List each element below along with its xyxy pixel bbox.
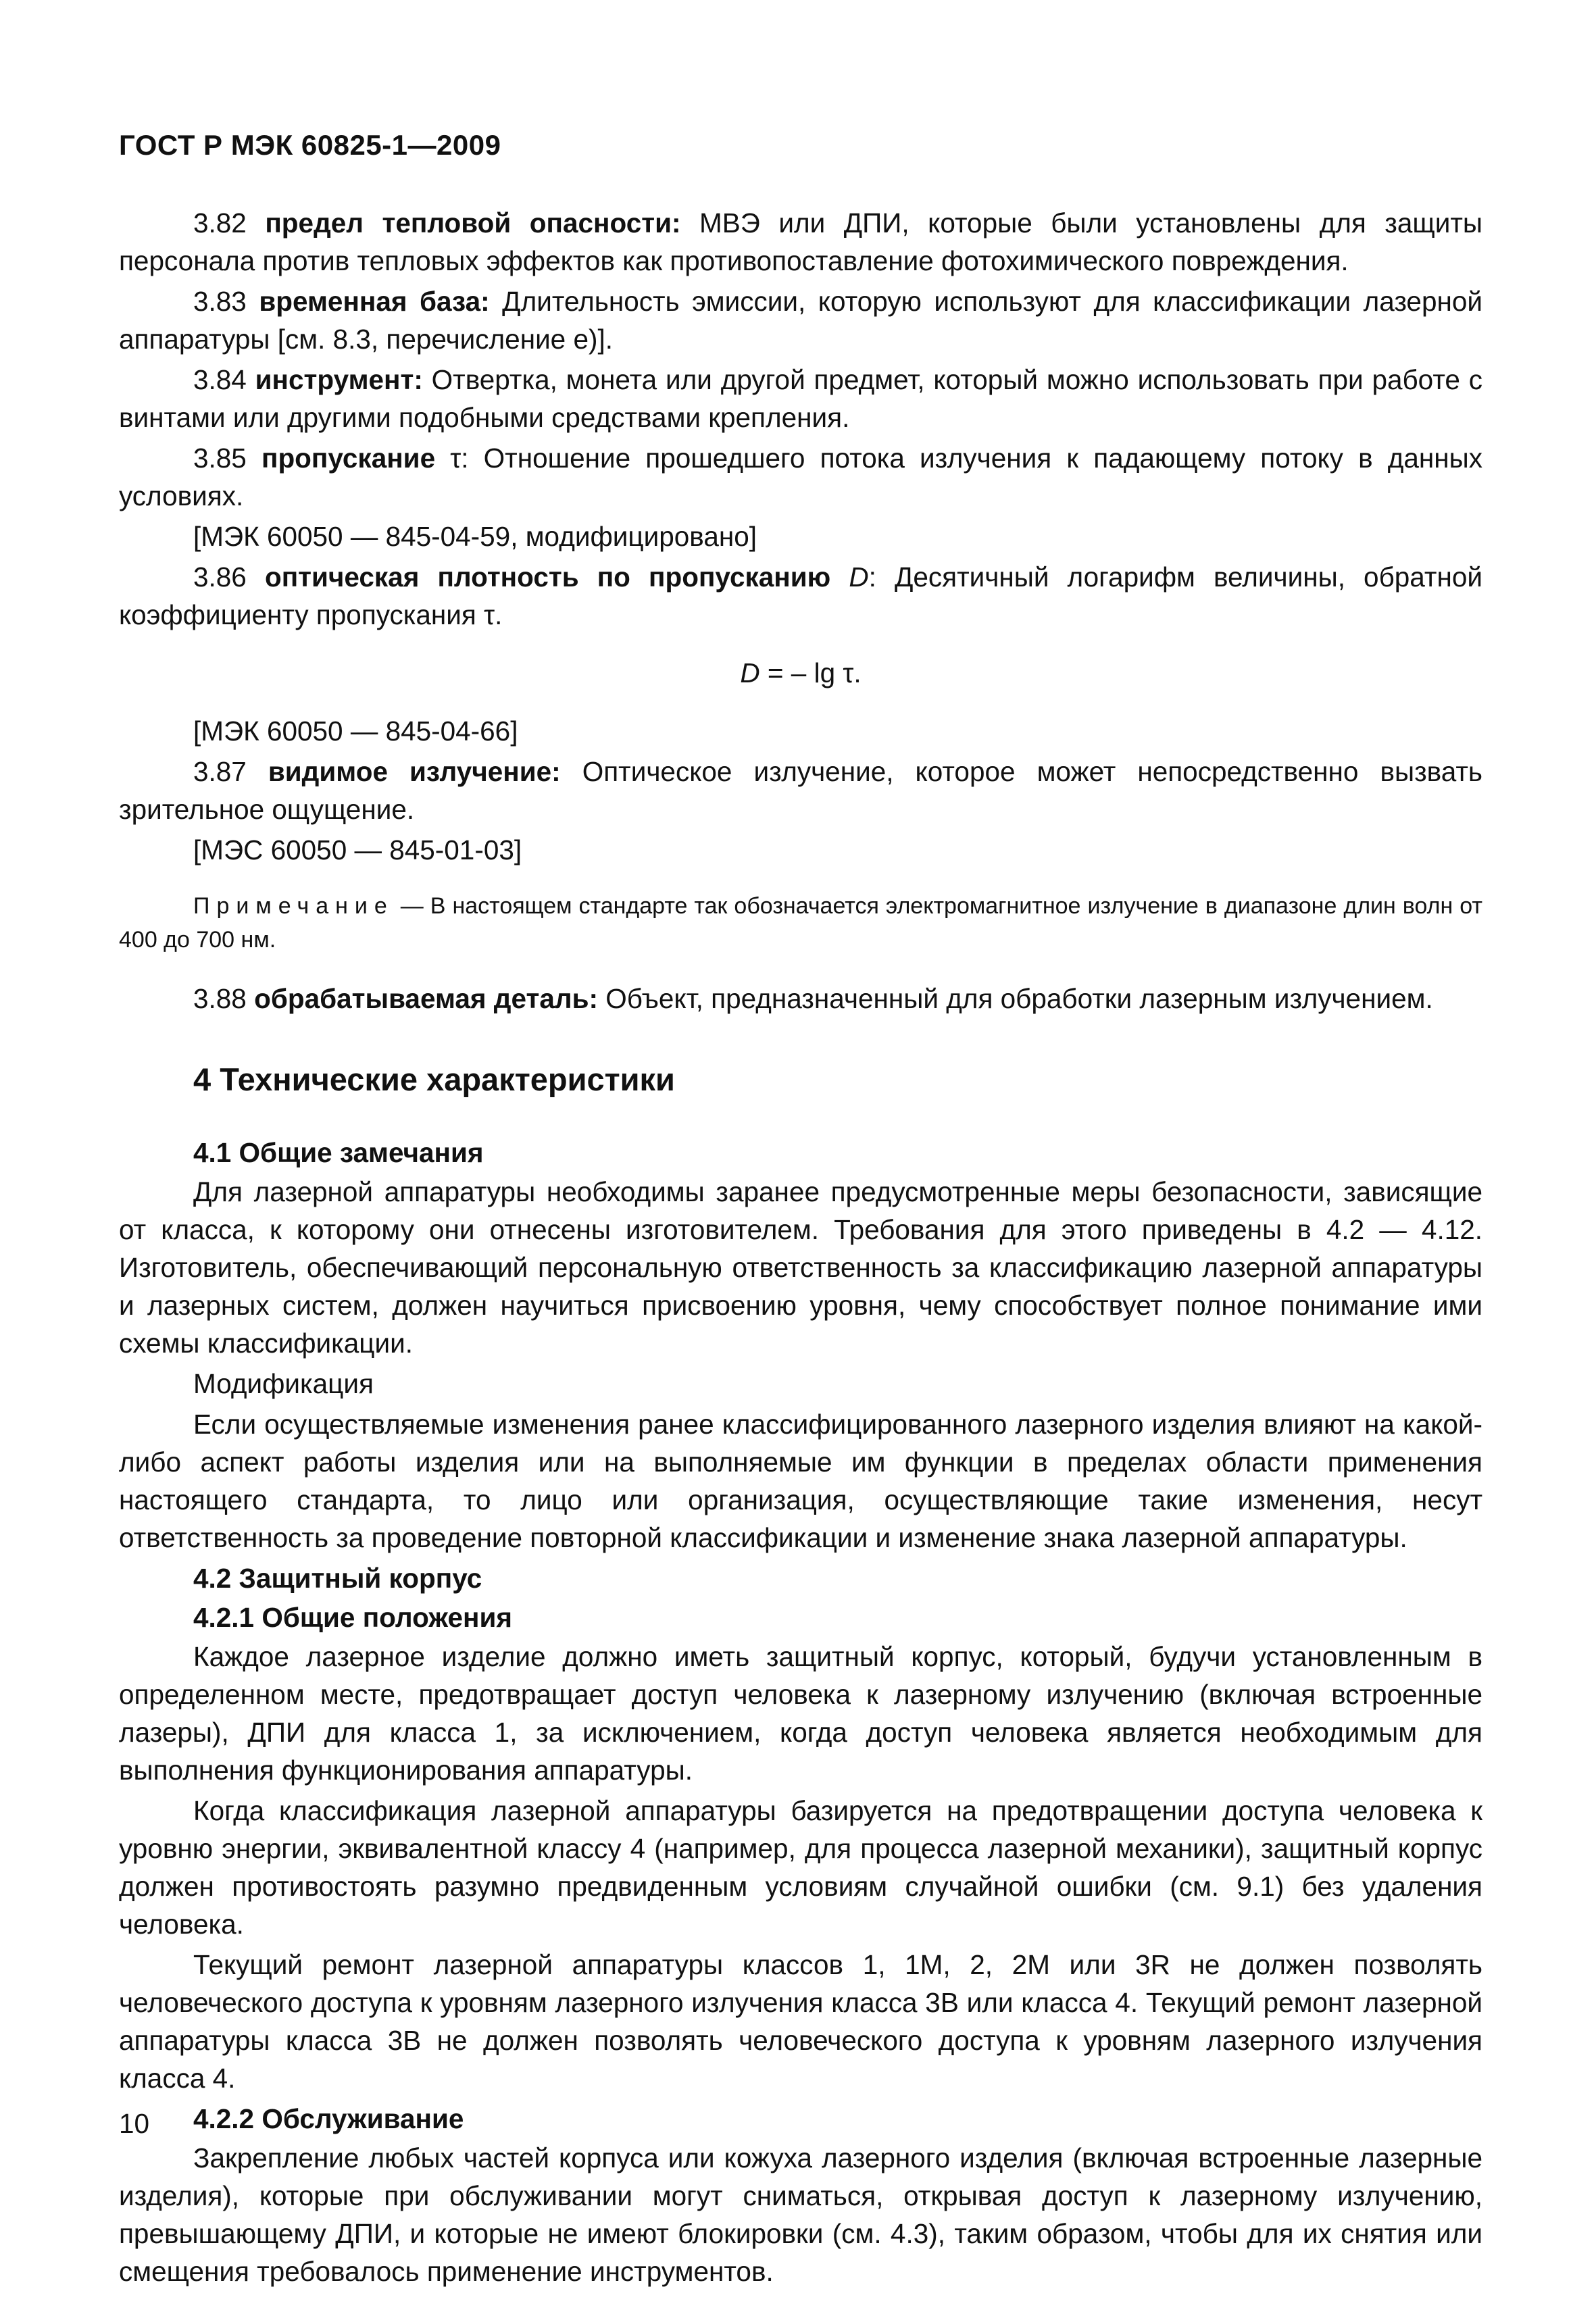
section-4-heading: 4 Технические характеристики bbox=[193, 1061, 675, 1097]
note-label: Примечание bbox=[193, 893, 394, 919]
term-title: видимое излучение: bbox=[268, 756, 561, 787]
section-4-1-heading: 4.1 Общие замечания bbox=[193, 1137, 484, 1168]
section-4-2-heading: 4.2 Защитный корпус bbox=[193, 1563, 482, 1594]
term-title: инструмент: bbox=[255, 364, 423, 395]
paragraph: Когда классификация лазерной аппаратуры базируется на предотвращении доступа человека к уровню энергии, эквивалентной классу 4 (например, для процесса лазерной механики), защитный корпус должен противостоять разумно предвиденным условиям случайной ошибки (см. 9.1) без удаления человека. bbox=[119, 1795, 1482, 1940]
paragraph: Модификация bbox=[193, 1368, 374, 1399]
term-3-85: 3.85 пропускание τ: Отношение прошедшего потока излучения к падающему потоку в данных условиях. bbox=[119, 443, 1482, 511]
term-title: оптическая плотность по пропусканию bbox=[264, 561, 831, 593]
term-3-83: 3.83 временная база: Длительность эмиссии, которую используют для классификации лазерной аппаратуры [см. 8.3, перечисление е)]. bbox=[119, 286, 1482, 355]
page-number: 10 bbox=[119, 2108, 150, 2139]
formula: D = – lg τ. bbox=[740, 657, 862, 688]
section-4-2-2-heading: 4.2.2 Обслуживание bbox=[193, 2103, 464, 2134]
paragraph: Для лазерной аппаратуры необходимы заранее предусмотренные меры безопасности, зависящие от класса, к которому они отнесены изготовителем. Требования для этого приведены в 4.2 — 4.12. Изготовитель, обеспечивающий персональную ответственность за классификацию лазерной аппаратуры и лазерных систем, должен научиться присвоению уровня, чему способствует полное понимание ими схемы классификации. bbox=[119, 1176, 1482, 1359]
term-title: пропускание bbox=[261, 443, 436, 474]
document-header: ГОСТ Р МЭК 60825-1—2009 bbox=[119, 129, 501, 161]
note bbox=[119, 889, 1482, 957]
paragraph: Если осуществляемые изменения ранее классифицированного лазерного изделия влияют на какой-либо аспект работы изделия или на выполняемые им функции в пределах области применения настоящего стандарта, то лицо или организация, осуществляющие такие изменения, несут ответственность за проведение повторной классификации и изменение знака лазерной аппаратуры. bbox=[119, 1409, 1482, 1553]
term-reference: [МЭК 60050 — 845-04-59, модифицировано] bbox=[193, 521, 757, 552]
term-title: временная база: bbox=[259, 286, 490, 317]
term-title: обрабатываемая деталь: bbox=[254, 983, 598, 1014]
term-3-87: 3.87 видимое излучение: Оптическое излучение, которое может непосредственно вызвать зрительное ощущение. bbox=[119, 756, 1482, 825]
term-reference: [МЭК 60050 — 845-04-66] bbox=[193, 715, 518, 747]
term-3-86: 3.86 оптическая плотность по пропусканию D: Десятичный логарифм величины, обратной коэффициенту пропускания τ. bbox=[119, 561, 1482, 630]
section-4-2-1-heading: 4.2.1 Общие положения bbox=[193, 1602, 512, 1633]
term-title: предел тепловой опасности: bbox=[265, 207, 681, 238]
term-reference: [МЭС 60050 — 845-01-03] bbox=[193, 834, 522, 865]
note-text: — В настоящем стандарте так обозначается электромагнитное излучение в диапазоне длин волн от 400 до 700 нм. bbox=[119, 893, 1482, 953]
term-3-82: 3.82 предел тепловой опасности: МВЭ или ДПИ, которые были установлены для защиты персонала против тепловых эффектов как противопоставление фотохимического повреждения. bbox=[119, 207, 1482, 276]
term-3-88: 3.88 обрабатываемая деталь: Объект, предназначенный для обработки лазерным излучением. bbox=[193, 983, 1433, 1014]
paragraph: Текущий ремонт лазерной аппаратуры классов 1, 1М, 2, 2М или 3R не должен позволять человеческого доступа к уровням лазерного излучения класса 3В или класса 4. Текущий ремонт лазерной аппаратуры класса 3В не должен позволять человеческого доступа к уровням лазерного излучения класса 4. bbox=[119, 1949, 1482, 2094]
term-3-84: 3.84 инструмент: Отвертка, монета или другой предмет, который можно использовать при работе с винтами или другими подобными средствами крепления. bbox=[119, 364, 1483, 433]
paragraph: Каждое лазерное изделие должно иметь защитный корпус, который, будучи установленным в определенном месте, предотвращает доступ человека к лазерному излучению (включая встроенные лазеры), ДПИ для класса 1, за исключением, когда доступ человека является необходимым для выполнения функционирования аппаратуры. bbox=[119, 1641, 1482, 1786]
paragraph: Закрепление любых частей корпуса или кожуха лазерного изделия (включая встроенные лазерные изделия), которые при обслуживании могут сниматься, открывая доступ к лазерному излучению, превышающему ДПИ, и которые не имеют блокировки (см. 4.3), таким образом, чтобы для их снятия или смещения требовалось применение инструментов. bbox=[119, 2142, 1482, 2287]
